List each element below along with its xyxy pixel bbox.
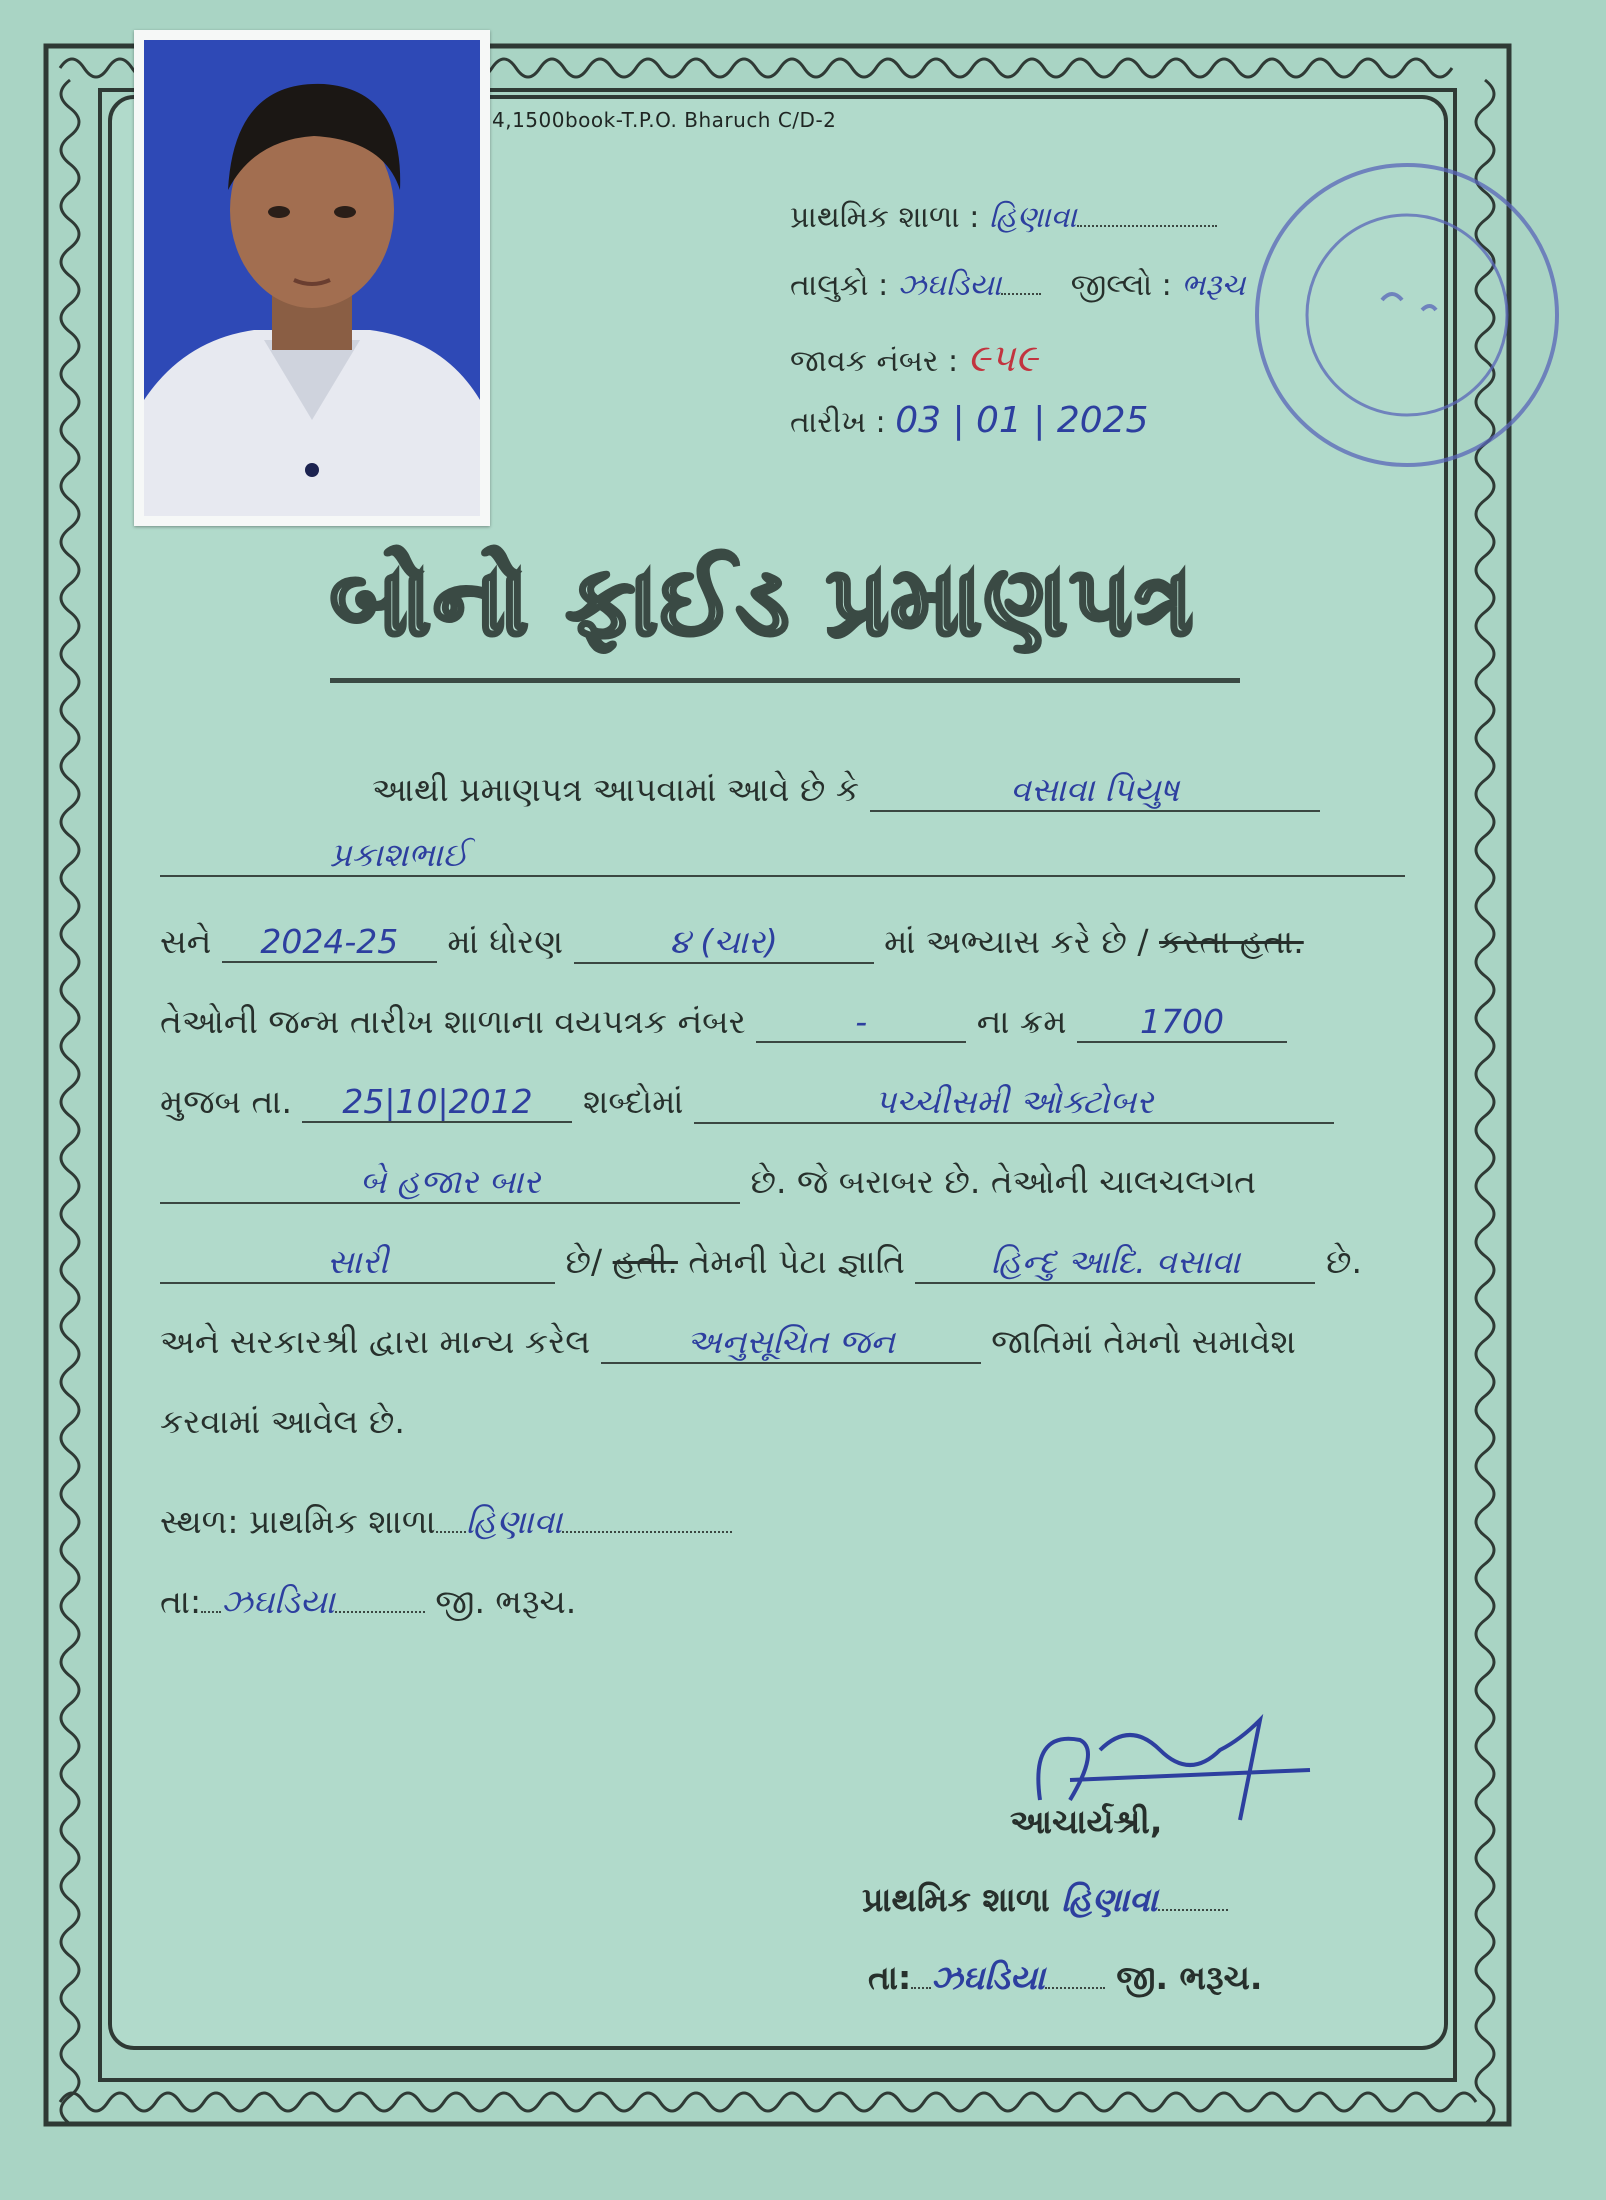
category-field: અનુસૂચિત જન [601,1322,981,1364]
header-taluka [790,268,1245,303]
intro-text: આથી પ્રમાણપત્ર આપવામાં આવે છે કે [372,770,860,809]
serial-number-field: 1700 [1077,1002,1287,1043]
studying-text: માં અભ્યાસ કરે છે / [884,922,1149,961]
body-line-4 [160,1002,1287,1043]
is-text: છે/ [565,1242,603,1281]
signature-taluka-value: ઝઘડિયા [931,1958,1045,1997]
subcaste-field: હિન્દુ આદિ. વસાવા [915,1242,1315,1284]
signature-school-value: હિણાવા [1061,1880,1158,1919]
student-name-field-2: પ્રકાશભાઈ [160,835,1405,877]
body-line-2 [160,835,1405,877]
taluka-line [160,1582,576,1622]
body-line-6 [160,1162,1256,1204]
header-school-label: પ્રાથમિક શાળા : [790,200,980,235]
header-district-label: જીલ્લો : [1070,268,1172,303]
taluka-label: તા: [160,1582,202,1621]
standard-field: ૪ (ચાર) [574,922,874,964]
place-line [160,1502,732,1542]
signature-district-text: જી. ભરૂચ. [1116,1958,1263,1997]
district-text: જી. ભરૂચ. [435,1582,577,1621]
header-date-label: તારીખ : [790,405,886,440]
header-outward [790,336,1038,381]
student-photo [134,30,490,526]
govt-approved-text: અને સરકારશ્રી દ્વારા માન્ય કરેલ [160,1322,591,1361]
studied-struck-text: કરતા હતા. [1159,922,1304,961]
publisher-note: 4,1500book-T.P.O. Bharuch C/D-2 [492,108,837,132]
register-number-field: - [756,1002,966,1043]
student-name-field: વસાવા પિયુષ [870,770,1320,812]
signature-taluka-line [868,1958,1262,1998]
body-line-7 [160,1242,1362,1284]
was-struck-text: હતી. [612,1242,678,1281]
body-line-3 [160,922,1304,964]
year-field: 2024-25 [222,922,437,963]
dob-register-text: તેઓની જન્મ તારીખ શાળાના વયપત્રક નંબર [160,1002,746,1041]
place-value: હિણાવા [465,1502,563,1541]
serial-label: ના ક્રમ [976,1002,1067,1041]
taluka-value: ઝઘડિયા [221,1582,335,1621]
is-suffix-text: છે. [1325,1242,1362,1281]
standard-label: માં ધોરણ [447,922,564,961]
signature-school-label: પ્રાથમિક શાળા [862,1880,1050,1919]
dob-words-field-2: બે હજાર બાર [160,1162,740,1204]
year-label: સને [160,922,212,961]
principal-title: આચાર્યશ્રી, [1010,1802,1163,1841]
place-label: સ્થળ: પ્રાથમિક શાળા [160,1502,436,1541]
header-date-value: 03 | 01 | 2025 [895,400,1149,441]
certificate-title: બોનો ફાઈડ પ્રમાણપત્ર [330,545,1195,657]
header-school-value: હિણાવા [988,200,1077,235]
included-in-text: જાતિમાં તેમનો સમાવેશ [991,1322,1296,1361]
body-line-1 [372,770,1320,812]
body-line-5 [160,1082,1334,1124]
conduct-field: સારી [160,1242,555,1284]
header-district-value: ભરૂચ [1181,268,1246,303]
correct-conduct-text: છે. જે બરાબર છે. તેઓની ચાલચલગત [750,1162,1256,1201]
school-stamp [1242,150,1572,480]
header-taluka-label: તાલુકો : [790,268,889,303]
subcaste-label: તેમની પેટા જ્ઞાતિ [688,1242,905,1281]
body-line-9: કરવામાં આવેલ છે. [160,1402,405,1441]
header-date [790,400,1148,441]
header-outward-value: ૯૫૯ [967,336,1038,380]
dob-words-field-1: પચ્ચીસમી ઓક્ટોબર [694,1082,1334,1124]
as-per-date-label: મુજબ તા. [160,1082,292,1121]
signature-school-line [862,1880,1228,1920]
header-outward-label: જાવક નંબર : [790,344,959,379]
body-line-8 [160,1322,1296,1364]
title-underline [330,678,1240,683]
dob-field: 25|10|2012 [302,1082,572,1123]
in-words-label: શબ્દોમાં [582,1082,684,1121]
header-school [790,200,1217,235]
photo-image [144,40,480,516]
signature-taluka-label: તા: [868,1958,912,1997]
header-taluka-value: ઝઘડિયા [897,268,1002,303]
